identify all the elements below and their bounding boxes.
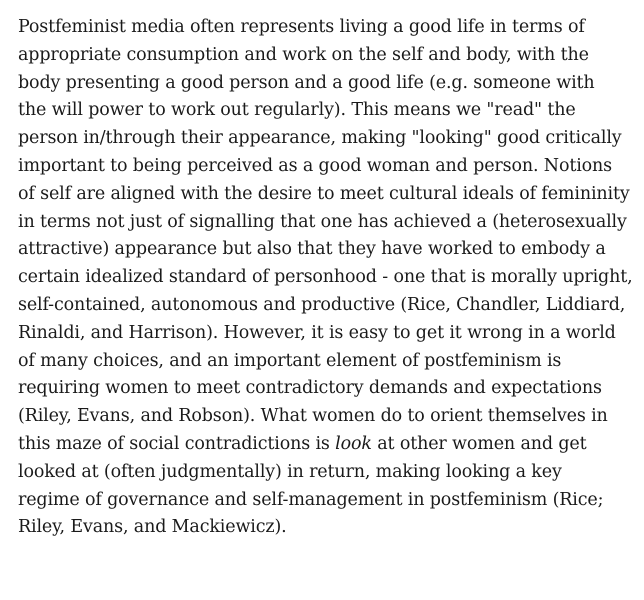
text-line: Postfeminist media often represents living a good life in terms of	[18, 17, 585, 37]
text-line: person in/through their appearance, making "looking" good critically	[18, 128, 622, 149]
text-line: the will power to work out regularly). This means we "read" the	[18, 100, 576, 121]
text-line: Rinaldi, and Harrison). However, it is easy to get it wrong in a world	[18, 322, 616, 343]
text-line: of self are aligned with the desire to meet cultural ideals of femininity	[18, 183, 630, 204]
text-line: important to being perceived as a good woman and person. Notions	[18, 155, 612, 176]
emphasized-word: look	[335, 433, 372, 454]
text-segment: at other women and get	[371, 433, 587, 454]
text-line: requiring women to meet contradictory demands and expectations	[18, 378, 602, 399]
text-line-with-emphasis	[18, 431, 638, 459]
text-line: self-contained, autonomous and productive (Rice, Chandler, Liddiard,	[18, 294, 626, 315]
text-line: (Riley, Evans, and Robson). What women do to orient themselves in	[18, 406, 608, 427]
text-line: of many choices, and an important element of postfeminism is	[18, 350, 562, 371]
text-line: looked at (often judgmentally) in return, making looking a key	[18, 461, 562, 482]
body-paragraph	[18, 14, 638, 542]
text-line: appropriate consumption and work on the self and body, with the	[18, 44, 589, 65]
text-line: certain idealized standard of personhood - one that is morally upright,	[18, 267, 633, 288]
text-line: in terms not just of signalling that one has achieved a (heterosexually	[18, 211, 627, 232]
text-line: Riley, Evans, and Mackiewicz).	[18, 517, 287, 538]
text-segment: this maze of social contradictions is	[18, 433, 336, 454]
text-line: regime of governance and self-management in postfeminism (Rice;	[18, 489, 604, 510]
text-line: body presenting a good person and a good life (e.g. someone with	[18, 72, 595, 93]
text-line: attractive) appearance but also that they have worked to embody a	[18, 239, 606, 260]
